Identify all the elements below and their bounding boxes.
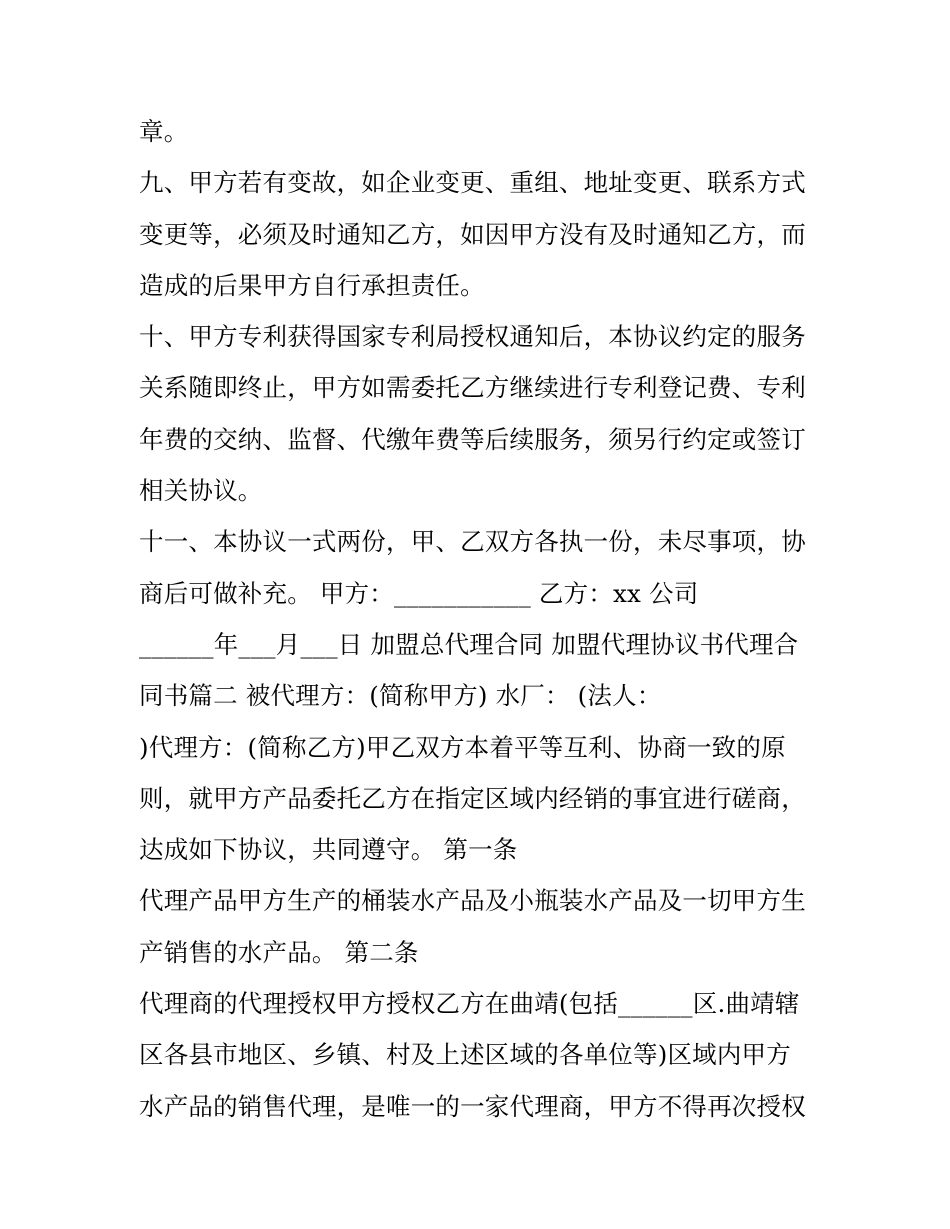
text-line: 九、甲方若有变故，如企业变更、重组、地址变更、联系方式: [139, 168, 806, 198]
text-line: 相关协议。: [139, 476, 263, 506]
text-line: 十、甲方专利获得国家专利局授权通知后，本协议约定的服务: [139, 322, 806, 352]
text-line: 关系随即终止，甲方如需委托乙方继续进行专利登记费、专利: [139, 373, 806, 403]
text-line: 达成如下协议，共同遵守。 第一条: [139, 835, 518, 865]
text-line: 水产品的销售代理，是唯一的一家代理商，甲方不得再次授权: [139, 1091, 806, 1121]
text-line: 同书篇二 被代理方：(简称甲方) 水厂： (法人：: [139, 681, 662, 711]
text-line: 造成的后果甲方自行承担责任。: [139, 270, 485, 300]
text-line: 变更等，必须及时通知乙方，如因甲方没有及时通知乙方，而: [139, 219, 806, 249]
text-line: 十一、本协议一式两份，甲、乙双方各执一份，未尽事项，协: [139, 527, 806, 557]
text-line: 年费的交纳、监督、代缴年费等后续服务，须另行约定或签订: [139, 424, 806, 454]
text-line: 产销售的水产品。 第二条: [139, 937, 419, 967]
text-line: ______年___月___日 加盟总代理合同 加盟代理协议书代理合: [139, 629, 799, 659]
text-line: 代理产品甲方生产的桶装水产品及小瓶装水产品及一切甲方生: [139, 886, 806, 916]
text-line: 代理商的代理授权甲方授权乙方在曲靖(包括______区.曲靖辖: [139, 989, 800, 1019]
text-line: 章。: [139, 117, 189, 146]
text-line: 商后可做补充。 甲方：___________ 乙方：xx 公司: [139, 578, 699, 608]
text-line: 区各县市地区、乡镇、村及上述区域的各单位等)区域内甲方: [139, 1040, 791, 1070]
text-line: )代理方：(简称乙方)甲乙双方本着平等互利、协商一致的原: [139, 732, 786, 762]
document-body: [139, 106, 819, 1132]
text-line: 则，就甲方产品委托乙方在指定区域内经销的事宜进行磋商，: [139, 783, 806, 813]
